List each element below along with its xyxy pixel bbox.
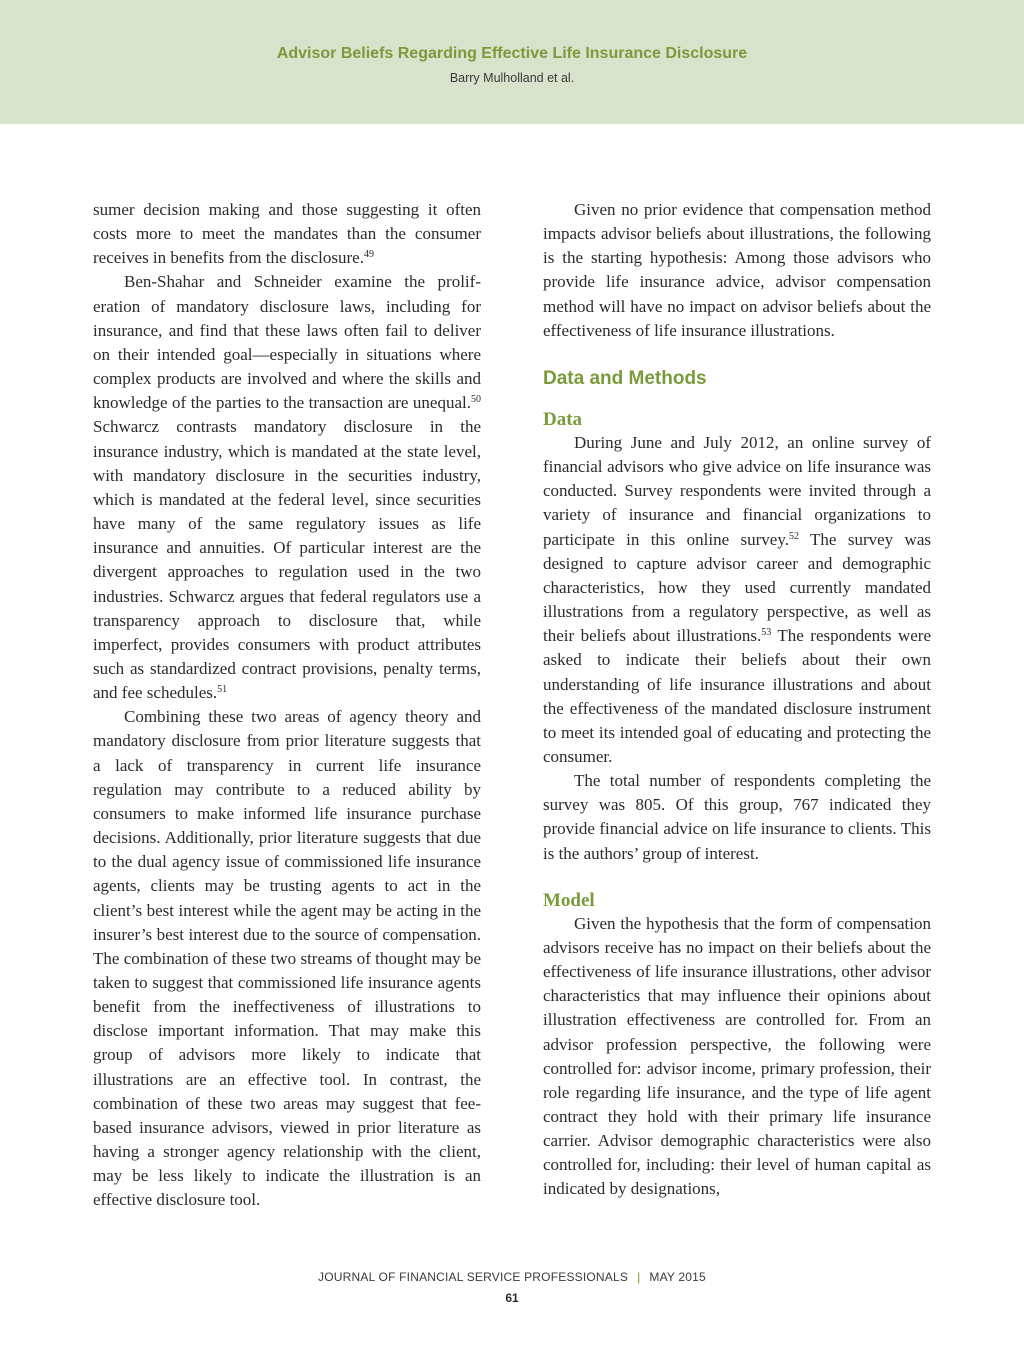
running-header-authors: Barry Mulholland et al.	[449, 71, 575, 85]
paragraph-text: Given no prior evidence that compensation method impacts advisor beliefs about illustrations, the following is the starting hypothesis: Among those advisors who provide life insurance advice, advisor compensation method will have no impact on advisor beliefs about the effectiveness of life insurance illustrations.	[543, 200, 931, 340]
footnote-ref: 52	[788, 530, 799, 542]
subsection-heading-model: Model	[543, 889, 595, 911]
paragraph-text: Combining these two areas of agency theory and mandatory disclosure from prior literature suggests that a lack of transparency in current life insurance regulation may contribute to a reduced ability by consumers to make informed life insurance purchase decisions. Additionally, prior literature suggests that due to the dual agency issue of commissioned life insurance agents, clients may be trusting agents to act in the client’s best interest while the agent may be acting in the insurer’s best interest due to the source of compensation. The combination of these two streams of thought may be taken to suggest that commissioned life insurance agents benefit from the ineffectiveness of illustrations to disclose important information. That may make this group of advisors more likely to indicate that illustrations are an effective tool. In contrast, the combination of these two areas may suggest that fee-based insurance advisors, viewed in prior literature as having a stronger agency relationship with the client, may be less likely to indicate the illustration is an effective disclosure tool.	[93, 707, 481, 1210]
section-heading: Data and Methods	[543, 367, 707, 389]
paragraph-text: During June and July 2012, an online survey of financial advisors who give advice on life insurance was conducted. Survey respondents were invited through a variety of insurance and financial organizations to participate in this online survey.	[543, 432, 931, 549]
paragraph	[93, 198, 481, 270]
footnote-ref: 50	[471, 394, 481, 406]
paragraph	[543, 769, 931, 866]
footnote-ref: 51	[217, 684, 228, 696]
footer-journal	[0, 1270, 1024, 1284]
paragraph	[543, 198, 931, 343]
footer-separator: |	[637, 1270, 641, 1284]
paragraph	[93, 705, 481, 1212]
running-header	[0, 0, 1024, 124]
paragraph-text: Schwarcz contrasts mandatory disclosure in the insurance industry, which is mandated at the state level, with mandatory disclosure in the securities industry, which is mandated at the federal level, since securities have many of the same regulatory issues as life insurance and annuities. Of particular interest are the divergent approaches to regulation used in the two industries. Schwarcz argues that federal regulators use a transparency approach to disclosure that, while imperfect, provides consumers with product attributes such as standardized contract provisions, penalty terms, and fee schedules.	[93, 417, 481, 703]
issue-date: MAY 2015	[649, 1270, 706, 1284]
left-column	[93, 198, 481, 1213]
paragraph	[93, 270, 481, 705]
footnote-ref: 49	[363, 249, 374, 261]
paragraph	[543, 912, 931, 1202]
footnote-ref: 53	[761, 627, 772, 639]
subsection-heading-data: Data	[543, 408, 583, 430]
page-number: 61	[505, 1291, 519, 1305]
paragraph-text: The total number of respondents completing the survey was 805. Of this group, 767 indicated they provide financial advice on life insurance to clients. This is the authors’ group of interest.	[543, 771, 931, 863]
journal-name: JOURNAL OF FINANCIAL SERVICE PROFESSIONALS	[318, 1270, 629, 1284]
paragraph-text: The survey was designed to capture advisor career and demographic characteristics, how they used currently mandated illustrations from a regulatory perspective, as well as their beliefs about illustrations.	[543, 529, 931, 646]
paragraph-text: Given the hypothesis that the form of compensation advisors receive has no impact on their beliefs about the effectiveness of life insurance illustrations, other advisor characteristics that may influence their opinions about illustration effectiveness are controlled for. From an advisor profession perspective, the following were controlled for: advisor income, primary profession, their role regarding life insurance, and the type of life agent contract they hold with their primary life insurance carrier. Advisor demographic characteristics were also controlled for, including: their level of human capital as indicated by designations,	[543, 913, 931, 1199]
paragraph-text: Ben-Shahar and Schneider examine the proliferation of mandatory disclosure laws, including for insurance, and find that these laws often fail to deliver on their intended goal—especially in situations where complex products are involved and where the skills and knowledge of the parties to the transaction are unequal.	[93, 272, 481, 413]
right-column	[543, 198, 931, 1202]
paragraph-text: sumer decision making and those suggesting it often costs more to meet the mandates than the consumer receives in benefits from the disclosure.	[93, 200, 481, 268]
paragraph-text: The respondents were asked to indicate their beliefs about their own understanding of life insurance illustrations and about the effectiveness of the mandated disclosure instrument to meet its intended goal of educating and protecting the consumer.	[543, 626, 931, 766]
running-header-title: Advisor Beliefs Regarding Effective Life Insurance Disclosure	[276, 45, 748, 62]
paragraph	[543, 431, 931, 769]
